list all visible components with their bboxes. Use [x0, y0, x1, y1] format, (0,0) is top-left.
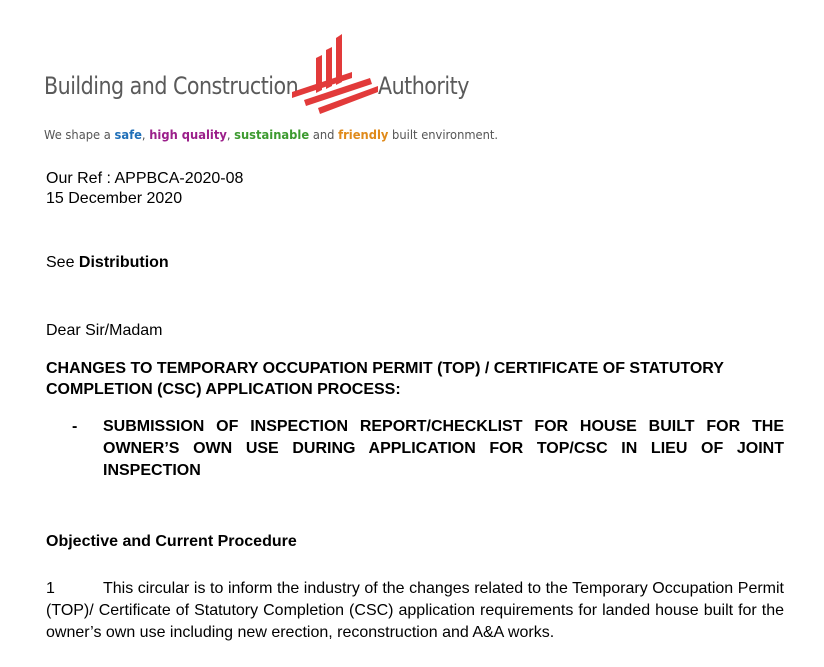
tagline-friendly: friendly [338, 127, 389, 142]
reference-block [46, 169, 243, 209]
paragraph-text: This circular is to inform the industry of the changes related to the Temporary Occupation Permit (TOP)/ Certificate of Statutory Completion (CSC) application requirements for landed house built for the owner’s own use including new erection, reconstruction and A&A works. [46, 580, 784, 641]
paragraph-1 [46, 578, 784, 644]
org-name-left: Building and Construction [44, 72, 299, 100]
see-distribution: See Distribution [46, 254, 169, 271]
our-ref: Our Ref : APPBCA-2020-08 [46, 170, 244, 187]
bullet-text: SUBMISSION OF INSPECTION REPORT/CHECKLIST FOR HOUSE BUILT FOR THE OWNER’S OWN USE DURING APPLICATION FOR TOP/CSC IN LIEU OF JOINT INSPECTION [103, 418, 784, 479]
tagline: We shape a safe, high quality, sustainable and friendly built environment. [44, 127, 499, 142]
subject-heading: CHANGES TO TEMPORARY OCCUPATION PERMIT (TOP) / CERTIFICATE OF STATUTORY COMPLETION (CSC) APPLICATION PROCESS: [46, 360, 724, 398]
tagline-safe: safe [114, 127, 142, 142]
bca-logo-icon [292, 28, 382, 114]
org-name-right: Authority [378, 72, 469, 100]
letter-date: 15 December 2020 [46, 190, 183, 207]
distribution-label: Distribution [78, 254, 169, 271]
bullet-dash: - [72, 418, 78, 435]
letterhead [44, 28, 524, 148]
salutation: Dear Sir/Madam [46, 322, 163, 339]
section-heading: Objective and Current Procedure [46, 533, 297, 550]
subject-bullet [46, 416, 784, 482]
tagline-high-quality: high quality [149, 127, 227, 142]
tagline-sustainable: sustainable [234, 127, 310, 142]
paragraph-number: 1 [46, 580, 55, 597]
